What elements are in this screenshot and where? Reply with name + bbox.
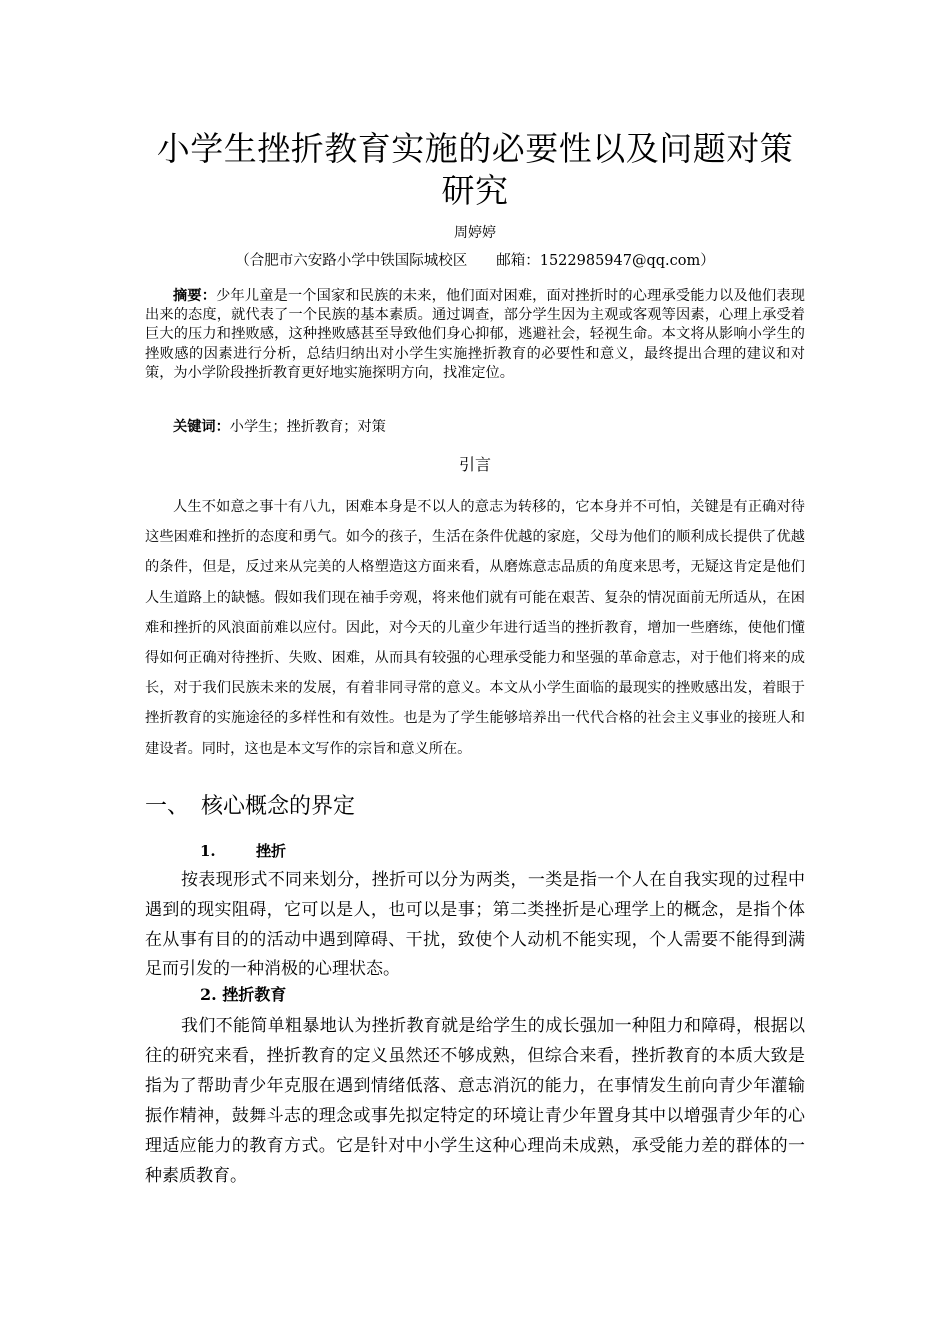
keywords-text: 小学生；挫折教育；对策 xyxy=(229,419,386,435)
abstract xyxy=(145,287,805,383)
intro-heading: 引言 xyxy=(458,455,491,474)
author-name: 周婷婷 xyxy=(454,225,496,241)
keywords-label: 关键词： xyxy=(173,419,230,435)
section-number: 一、 xyxy=(145,794,190,819)
subsection-title: 挫折 xyxy=(256,842,287,860)
keywords xyxy=(145,417,805,437)
subsection-paragraph: 按表现形式不同来划分，挫折可以分为两类，一类是指一个人在自我实现的过程中遇到的现实阻碍，它可以是人，也可以是事；第二类挫折是心理学上的概念，是指个体在从事有目的的活动中遇到障碍、干扰，致使个人动机不能实现，个人需要不能得到满足而引发的一种消极的心理状态。 xyxy=(145,870,805,980)
section-title: 核心概念的界定 xyxy=(201,794,356,819)
intro-paragraph: 人生不如意之事十有八九，困难本身是不以人的意志为转移的，它本身并不可怕，关键是有正确对待这些困难和挫折的态度和勇气。如今的孩子，生活在条件优越的家庭，父母为他们的顺利成长提供了优越的条件，但是，反过来从完美的人格塑造这方面来看，从磨炼意志品质的角度来思考，无疑这肯定是他们人生道路上的缺憾。假如我们现在袖手旁观，将来他们就有可能在艰苦、复杂的情况面前无所适从，在困难和挫折的风浪面前难以应付。因此，对今天的儿童少年进行适当的挫折教育，增加一些磨练，使他们懂得如何正确对待挫折、失败、困难，从而具有较强的心理承受能力和坚强的革命意志，对于他们将来的成长，对于我们民族未来的发展，有着非同寻常的意义。本文从小学生面临的最现实的挫败感出发，着眼于挫折教育的实施途径的多样性和有效性。也是为了学生能够培养出一代代合格的社会主义事业的接班人和建设者。同时，这也是本文写作的宗旨和意义所在。 xyxy=(145,499,805,757)
author-affiliation: （合肥市六安路小学中铁国际城校区 邮箱：1522985947@qq.com） xyxy=(235,253,715,269)
subsection-number: 2. xyxy=(200,985,217,1004)
section-heading xyxy=(145,792,805,822)
subsection-heading xyxy=(200,840,286,862)
subsection-heading xyxy=(200,984,286,1006)
subsection-paragraph: 我们不能简单粗暴地认为挫折教育就是给学生的成长强加一种阻力和障碍，根据以往的研究来看，挫折教育的定义虽然还不够成熟，但综合来看，挫折教育的本质大致是指为了帮助青少年克服在遇到情绪低落、意志消沉的能力，在事情发生前向青少年灌输振作精神，鼓舞斗志的理念或事先拟定特定的环境让青少年置身其中以增强青少年的心理适应能力的教育方式。它是针对中小学生这种心理尚未成熟，承受能力差的群体的一种素质教育。 xyxy=(145,1016,805,1186)
abstract-text: 少年儿童是一个国家和民族的未来，他们面对困难，面对挫折时的心理承受能力以及他们表现出来的态度，就代表了一个民族的基本素质。通过调查，部分学生因为主观或客观等因素，心理上承受着巨大的压力和挫败感，这种挫败感甚至导致他们身心抑郁，逃避社会，轻视生命。本文将从影响小学生的挫败感的因素进行分析，总结归纳出对小学生实施挫折教育的必要性和意义，最终提出合理的建议和对策，为小学阶段挫折教育更好地实施探明方向，找准定位。 xyxy=(145,288,805,381)
subsection-number: 1. xyxy=(200,842,216,860)
subsection-title: 挫折教育 xyxy=(222,985,287,1004)
abstract-label: 摘要： xyxy=(173,288,217,304)
paper-title: 小学生挫折教育实施的必要性以及问题对策研究 xyxy=(156,129,794,210)
